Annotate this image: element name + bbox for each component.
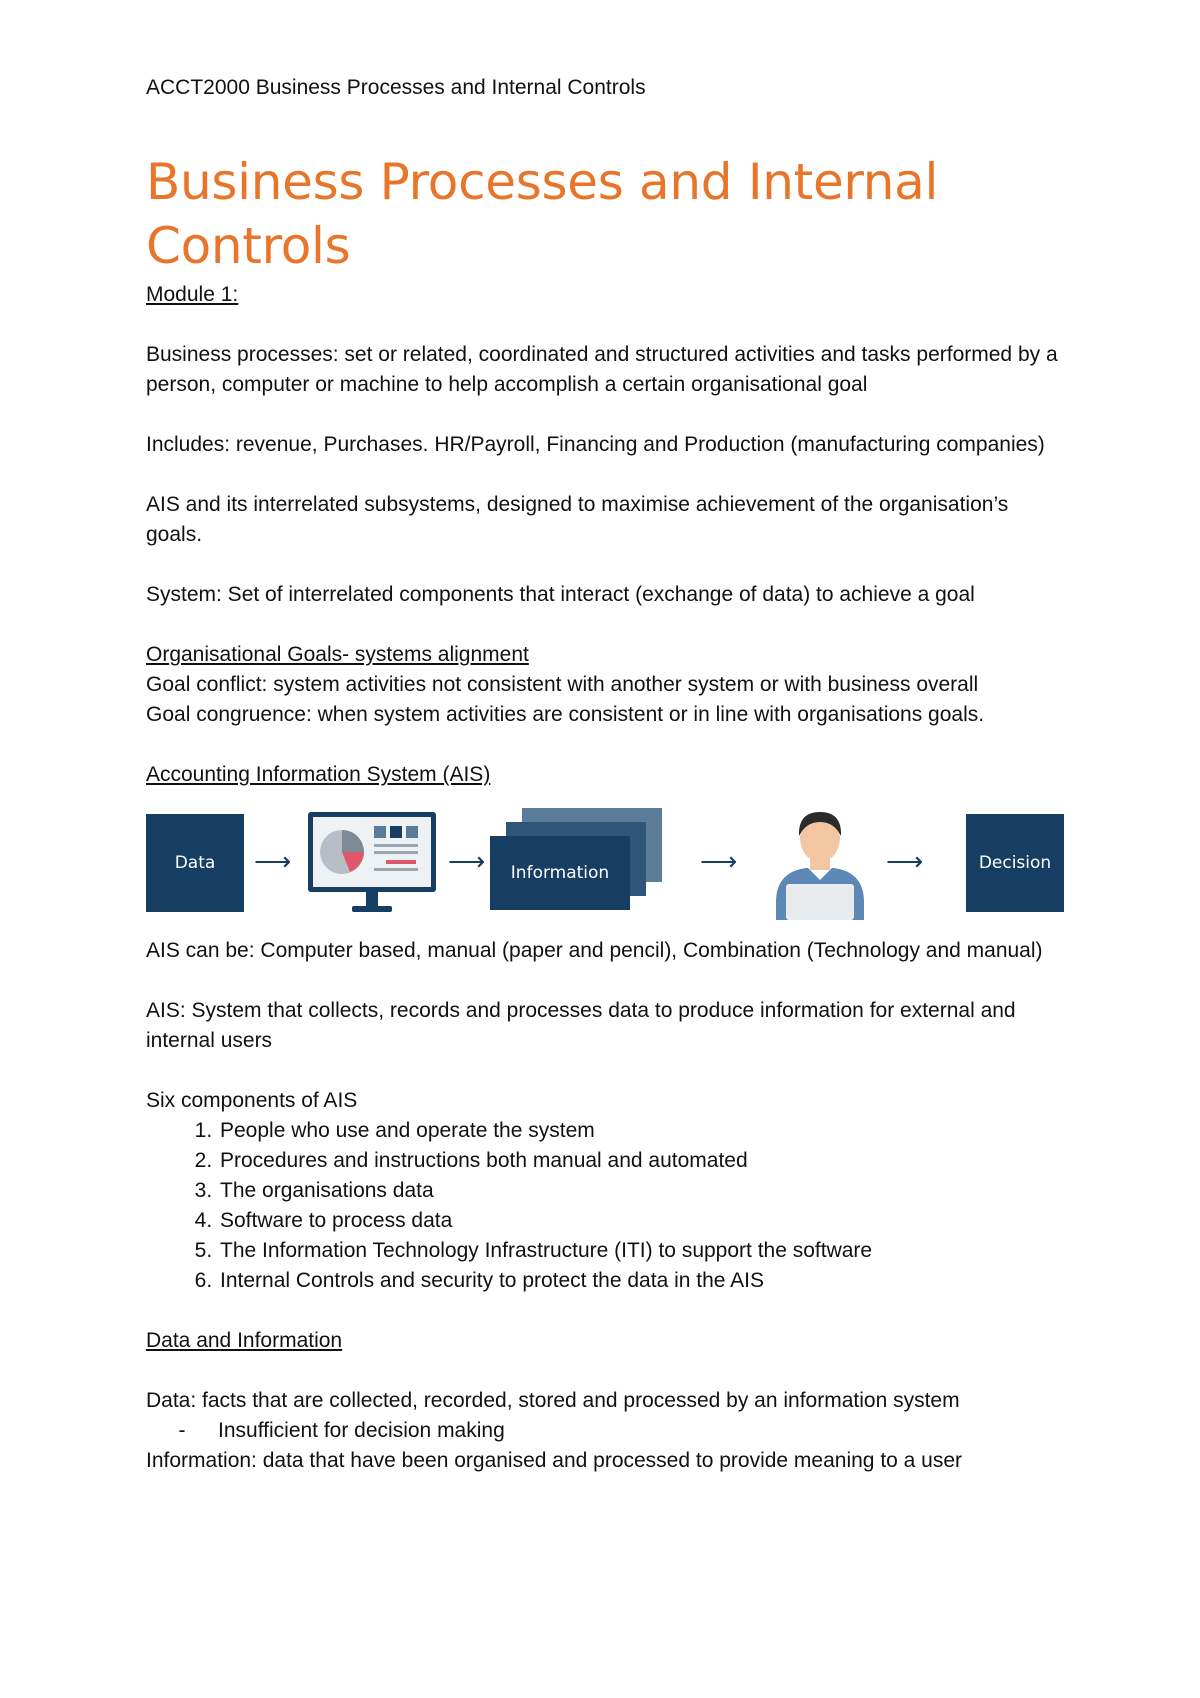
information-box: Information (490, 836, 630, 910)
bullet-text: Insufficient for decision making (218, 1419, 505, 1442)
arrow-icon: ⟶ (254, 846, 292, 876)
list-item: 3. The organisations data (218, 1176, 1066, 1206)
document-title: Business Processes and Internal Controls (146, 153, 939, 275)
ais-flow-diagram (146, 804, 1066, 922)
list-item: 2. Procedures and instructions both manual and automated (218, 1146, 1066, 1176)
ais-heading: Accounting Information System (AIS) (146, 763, 491, 786)
system-definition: System: Set of interrelated components that interact (exchange of data) to achieve a goal (146, 583, 975, 606)
information-definition: Information: data that have been organised and processed to provide meaning to a user (146, 1449, 963, 1472)
running-header: ACCT2000 Business Processes and Internal Controls (146, 76, 646, 99)
data-information-heading: Data and Information (146, 1329, 343, 1352)
user-person-icon (770, 806, 870, 920)
ais-subsystems-paragraph: AIS and its interrelated subsystems, designed to maximise achievement of the organisation’s goals. (146, 493, 1009, 546)
module-heading: Module 1: (146, 283, 239, 306)
goals-heading: Organisational Goals- systems alignment (146, 643, 529, 666)
arrow-icon: ⟶ (448, 846, 486, 876)
list-item (146, 1416, 1066, 1446)
decision-box: Decision (966, 814, 1064, 912)
document-page (146, 70, 1066, 1476)
list-item: 4. Software to process data (218, 1206, 1066, 1236)
dash-bullet: - (178, 1419, 186, 1442)
computer-monitor-icon (306, 810, 442, 922)
components-list (146, 1116, 1066, 1296)
includes-paragraph: Includes: revenue, Purchases. HR/Payroll, Financing and Production (manufacturing companies) (146, 433, 1045, 456)
data-box: Data (146, 814, 244, 912)
components-heading: Six components of AIS (146, 1089, 358, 1112)
list-item: 1. People who use and operate the system (218, 1116, 1066, 1146)
arrow-icon: ⟶ (886, 846, 924, 876)
ais-definition: AIS: System that collects, records and processes data to produce information for external and internal users (146, 999, 1016, 1052)
list-item: 6. Internal Controls and security to protect the data in the AIS (218, 1266, 1066, 1296)
arrow-icon: ⟶ (700, 846, 738, 876)
list-item: 5. The Information Technology Infrastructure (ITI) to support the software (218, 1236, 1066, 1266)
ais-types-paragraph: AIS can be: Computer based, manual (paper and pencil), Combination (Technology and manual) (146, 939, 1043, 962)
goal-congruence: Goal congruence: when system activities are consistent or in line with organisations goals. (146, 703, 985, 726)
data-definition: Data: facts that are collected, recorded, stored and processed by an information system (146, 1389, 960, 1412)
business-processes-definition: Business processes: set or related, coordinated and structured activities and tasks performed by a person, computer or machine to help accomplish a certain organisational goal (146, 343, 1058, 396)
goal-conflict: Goal conflict: system activities not consistent with another system or with business overall (146, 673, 979, 696)
